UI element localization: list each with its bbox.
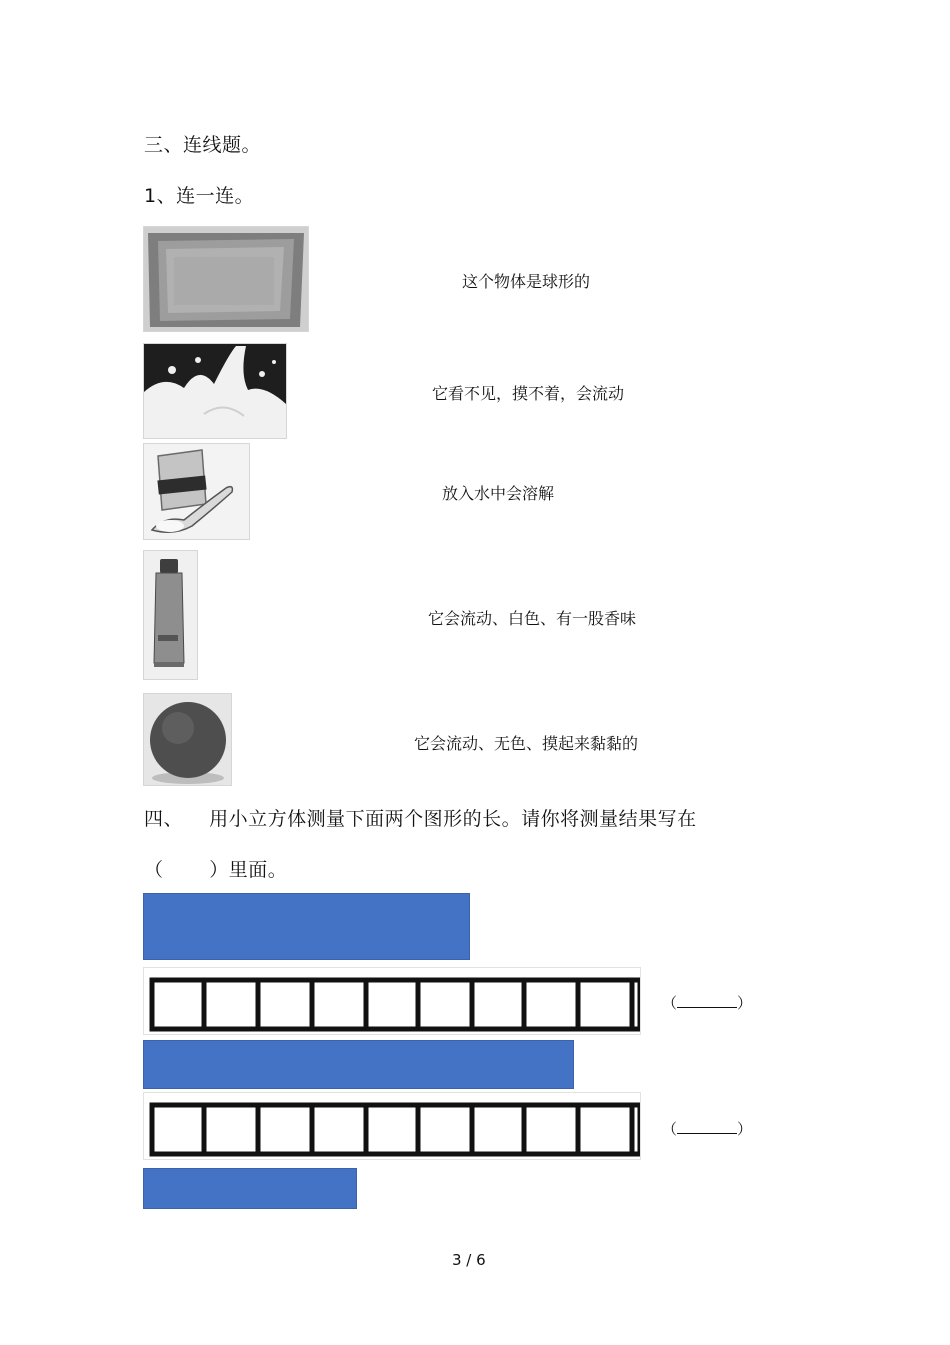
page-number: 3 / 6 bbox=[452, 1251, 486, 1269]
section4-title-line1: 四、 用小立方体测量下面两个图形的长。请你将测量结果写在 bbox=[144, 808, 697, 830]
ball-icon bbox=[143, 693, 232, 786]
match-text-4: 它会流动、白色、有一股香味 bbox=[428, 609, 637, 628]
match-text-3: 放入水中会溶解 bbox=[442, 484, 555, 503]
blue-rectangle-1 bbox=[143, 893, 470, 960]
blue-rectangle-2 bbox=[143, 1040, 574, 1089]
answer-blank-1[interactable]: （ ） bbox=[662, 994, 753, 1012]
cube-grid-2 bbox=[143, 1092, 641, 1160]
section4-title-line2: （ ）里面。 bbox=[144, 859, 288, 881]
sandbox-icon bbox=[143, 226, 309, 332]
match-text-2: 它看不见，摸不着，会流动 bbox=[432, 384, 625, 403]
match-text-1: 这个物体是球形的 bbox=[462, 272, 591, 291]
answer-line-2[interactable] bbox=[677, 1121, 737, 1134]
milk-splash-icon bbox=[143, 343, 287, 439]
blue-rectangle-3 bbox=[143, 1168, 357, 1209]
glue-tube-icon bbox=[143, 550, 198, 680]
question1-title: 1、连一连。 bbox=[144, 185, 255, 207]
cube-grid-1 bbox=[143, 967, 641, 1035]
match-text-5: 它会流动、无色、摸起来黏黏的 bbox=[414, 734, 639, 753]
section3-title: 三、连线题。 bbox=[144, 134, 262, 156]
sugar-bag-spoon-icon bbox=[143, 443, 250, 540]
answer-blank-2[interactable]: （ ） bbox=[662, 1120, 753, 1138]
answer-line-1[interactable] bbox=[677, 995, 737, 1008]
